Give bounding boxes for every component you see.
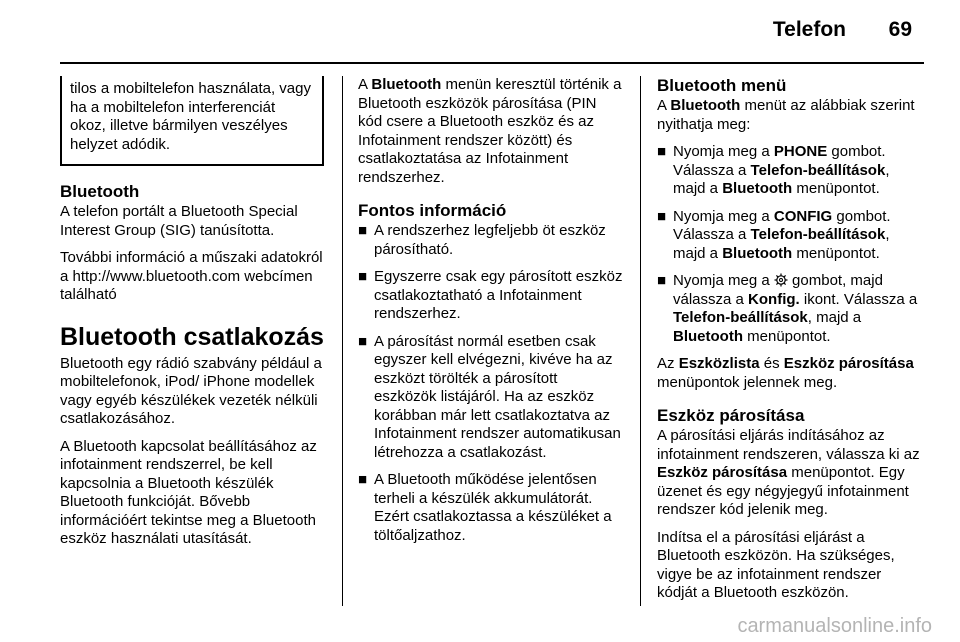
steps-list <box>657 143 923 346</box>
paragraph: További információ a műszaki adatokról a http://www.bluetooth.com webcímen található <box>60 249 323 303</box>
page-number: 69 <box>888 18 912 41</box>
bullet-icon: ■ <box>358 332 368 350</box>
column-divider <box>640 76 641 606</box>
section-heading: Bluetooth csatlakozás <box>60 322 324 351</box>
pairing-heading: Eszköz párosítása <box>657 406 805 425</box>
paragraph: Indítsa el a párosítási eljárást a Bluetooth eszközön. Ha szükséges, vigye be az infotainment rendszer kódját a Bluetooth eszközön. <box>657 528 895 601</box>
paragraph: A telefon portált a Bluetooth Special Interest Group (SIG) tanúsította. <box>60 203 298 239</box>
list-item: ■ A rendszerhez legfeljebb öt eszköz párosítható. <box>358 222 606 258</box>
column-3 <box>657 76 923 612</box>
info-list <box>358 222 624 545</box>
info-heading: Fontos információ <box>358 201 507 220</box>
paragraph: A párosítási eljárás indításához az infotainment rendszeren, válassza ki az Eszköz párosítása menüpontot. Egy üzenet és egy négyjegyű infotainment rendszer kód jelenik meg. <box>657 427 920 518</box>
bullet-icon: ■ <box>657 207 667 225</box>
paragraph: A Bluetooth kapcsolat beállításához az infotainment rendszerrel, be kell kapcsolnia a Bluetooth készülék Bluetooth funkcióját. Bővebb információért tekintse meg a Bluetooth eszköz használati utasítását. <box>60 437 317 547</box>
paragraph: Bluetooth egy rádió szabvány például a mobiltelefonok, iPod/ iPhone modellek vagy egyéb készülékek vezeték nélküli csatlakozásához. <box>60 354 322 427</box>
bullet-icon: ■ <box>657 272 667 289</box>
bullet-icon: ■ <box>358 222 368 239</box>
column-divider <box>342 76 343 606</box>
watermark: carmanualsonline.info <box>737 615 932 637</box>
bullet-icon: ■ <box>358 471 368 488</box>
menu-heading: Bluetooth menü <box>657 76 787 95</box>
bullet-icon: ■ <box>657 143 667 160</box>
paragraph: Az Eszközlista és Eszköz párosítása menüpontok jelennek meg. <box>657 355 914 391</box>
list-item: ■ Nyomja meg a gombot, majd válassza a Konfig. ikont. Válassza a Telefon-beállítások, majd a Bluetooth menüpontot. <box>657 272 918 345</box>
warning-text: tilos a mobiltelefon használata, vagy ha a mobiltelefon interferenciát okoz, illetve bármilyen veszélyes helyzet adódik. <box>70 80 311 153</box>
column-2 <box>358 76 624 554</box>
list-item: ■ Nyomja meg a PHONE gombot. Válassza a Telefon-beállítások, majd a Bluetooth menüpontot. <box>657 143 890 197</box>
column-1 <box>60 76 326 558</box>
page-header <box>60 0 924 64</box>
list-item: ■ Nyomja meg a CONFIG gombot. Válassza a Telefon-beállítások, majd a Bluetooth menüpontot. <box>657 207 891 262</box>
page-title: Telefon <box>772 18 846 41</box>
paragraph: A Bluetooth menün keresztül történik a Bluetooth eszközök párosítása (PIN kód csere a Bluetooth eszköz és az Infotainment rendszer között) és csatlakoztatása az Infotainment rendszerhez. <box>358 76 622 186</box>
bluetooth-heading: Bluetooth <box>60 182 140 201</box>
list-item: ■ A párosítást normál esetben csak egyszer kell elvégezni, kivéve ha az eszközt törölték a párosított eszközök listájáról. Ha az eszköz korábban már lett csatlakoztatva az Infotainment rendszer automatikusan létrehozza a csatlakozást. <box>358 332 621 461</box>
warning-box <box>60 76 324 166</box>
settings-gear-icon <box>774 273 788 287</box>
paragraph: A Bluetooth menüt az alábbiak szerint nyithatja meg: <box>657 97 915 133</box>
list-item: ■ A Bluetooth működése jelentősen terheli a készülék akkumulátorát. Ezért csatlakoztassa a készüléket a töltőaljzathoz. <box>358 471 612 544</box>
list-item: ■ Egyszerre csak egy párosított eszköz csatlakoztatható a Infotainment rendszerhez. <box>358 268 623 322</box>
bullet-icon: ■ <box>358 268 368 285</box>
